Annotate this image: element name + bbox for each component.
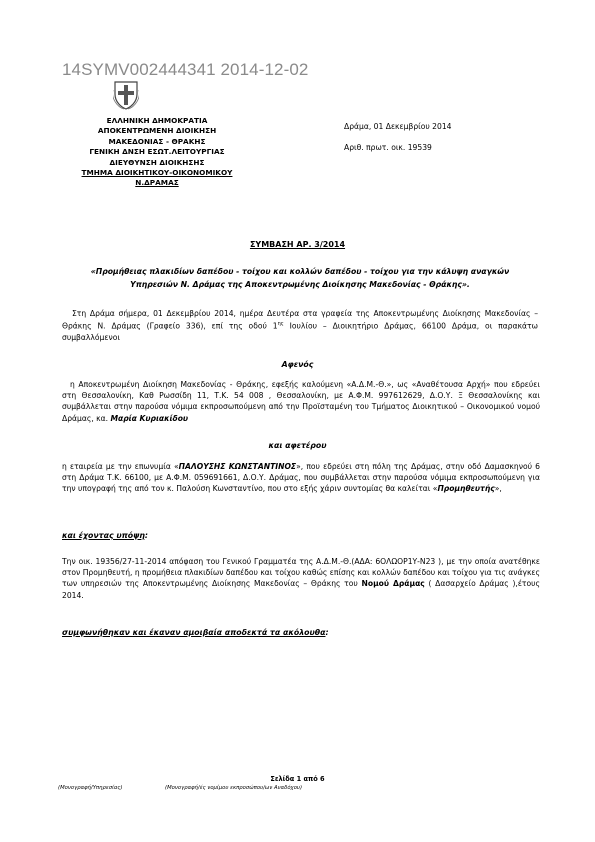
contract-subject xyxy=(60,265,540,291)
header-line-2: ΑΠΟΚΕΝΤΡΩΜΕΝΗ ΔΙΟΙΚΗΣΗ xyxy=(97,126,217,136)
subject-line-2: Υπηρεσιών Ν. Δράμας της Αποκεντρωμένης Διοίκησης Μακεδονίας - Θράκης». xyxy=(130,280,470,289)
greek-emblem-icon xyxy=(113,80,139,110)
party2-text-c: », xyxy=(494,484,502,494)
intro-text-a: Στη Δράμα σήμερα, 01 Δεκεμβρίου 2014, ημέρα Δευτέρα στα γραφεία της Αποκεντρωμένης Διοίκησης Μακεδονίας – Θράκης Ν. Δράμας (Γραφείο 336), επί της οδού 1 xyxy=(62,309,538,331)
document-date: Δράμα, 01 Δεκεμβρίου 2014 xyxy=(344,122,452,131)
party2-paragraph xyxy=(62,461,540,495)
footer-service-initials: (Μονογραφή/Υπηρεσίας) xyxy=(58,785,123,791)
header-line-5: ΔΙΕΥΘΥΝΣΗ ΔΙΟΙΚΗΣΗΣ xyxy=(109,157,205,167)
party1-representative: Μαρία Κυριακίδου xyxy=(110,413,189,423)
document-date-protocol xyxy=(344,116,452,158)
supplier-term: Προμηθευτής xyxy=(437,484,495,494)
intro-paragraph xyxy=(62,308,538,343)
company-name: ΠΑΛΟΥΣΗΣ ΚΩΝΣΤΑΝΤΙΝΟΣ xyxy=(178,462,297,471)
header-line-1: ΕΛΛΗΝΙΚΗ ΔΗΜΟΚΡΑΤΙΑ xyxy=(106,116,208,125)
party1-heading: Αφενός xyxy=(281,360,314,369)
agreed-heading: συμφωνήθηκαν και έκαναν αμοιβαία αποδεκτά τα ακόλουθα: xyxy=(62,628,329,637)
party1-paragraph xyxy=(62,379,540,424)
party2-text-a: η εταιρεία με την επωνυμία « xyxy=(62,462,179,471)
party2-text-b: », που εδρεύει στη πόλη της Δράμας, στην οδό Δαμασκηνού 6 στη Δράμα Τ.Κ. 66100, με Α.Φ.Μ. 059691661, Δ.Ο.Υ. Δράμας, που συμβάλλεται στην παρούσα νόμιμα εκπροσωπούμενη για την υπογραφή της από τον κ. Παλούση Κωνσταντίνο, που στο εξής χάριν συντομίας θα καλείται « xyxy=(62,462,540,494)
considering-text-a: Την οικ. 19356/27-11-2014 απόφαση του Γενικού Γραμματέα της Α.Δ.Μ.-Θ.(ΑΔΑ: 6ΟΛΩΟΡ1Υ-Ν23 ), με την οποία ανατέθηκε στον Προμηθευτή, η προμήθεια πλακιδίων δαπέδου και τοίχου καθώς επίσης και κολλών δαπέδου και τοίχου για τις ανάγκες των υπηρεσιών της Αποκεντρωμένης Διοίκησης Μακεδονίας – Θράκης του xyxy=(62,557,540,589)
intro-text-b: Ιουλίου – Διοικητήριο Δράμας, 66100 Δράμα, οι παρακάτω συμβαλλόμενοι xyxy=(62,321,538,342)
footer-contractor-initials: (Μονογραφή/ές νομίμου εκπροσώπου/ων Αναδόχου) xyxy=(165,785,303,791)
contract-title: ΣΥΜΒΑΣΗ ΑΡ. 3/2014 xyxy=(249,240,346,249)
issuing-authority-header xyxy=(58,116,256,189)
page-number: Σελίδα 1 από 6 xyxy=(270,775,325,783)
protocol-number: Αριθ. πρωτ. οικ. 19539 xyxy=(344,143,432,152)
intro-superscript: ης xyxy=(277,321,284,328)
prefecture-bold: Νομού Δράμας xyxy=(361,579,425,589)
considering-paragraph xyxy=(62,556,540,601)
considering-text-b: ( Δασαρχείο Δράμας ),έτους 2014. xyxy=(62,579,540,600)
document-watermark: 14SYMV002444341 2014-12-02 xyxy=(62,60,309,79)
header-line-4: ΓΕΝΙΚΗ ΔΝΣΗ ΕΣΩΤ.ΛΕΙΤΟΥΡΓΙΑΣ xyxy=(89,147,225,157)
header-line-3: ΜΑΚΕΔΟΝΙΑΣ - ΘΡΑΚΗΣ xyxy=(108,136,206,146)
considering-heading: και έχοντας υπόψη: xyxy=(62,531,149,540)
header-line-7: Ν.ΔΡΑΜΑΣ xyxy=(135,178,179,188)
subject-line-1: «Προμήθειας πλακιδίων δαπέδου - τοίχου και κολλών δαπέδου - τοίχου για την κάλυψη αναγκών xyxy=(90,267,510,276)
party2-heading: και αφετέρου xyxy=(268,441,327,450)
party1-text: η Αποκεντρωμένη Διοίκηση Μακεδονίας - Θράκης, εφεξής καλούμενη «Α.Δ.Μ.-Θ.», ως «Αναθέτουσα Αρχή» που εδρεύει στη Θεσσαλονίκη, Καθ Ρωσσίδη 11, Τ.Κ. 54 008 , Θεσσαλονίκη, με Α.Φ.Μ. 997612629, Δ.Ο.Υ. Ξ Θεσσαλονίκης και συμβάλλεται στην παρούσα νόμιμα εκπροσωπούμενη από την Προϊσταμένη του Τμήματος Διοικητικού – Οικονομικού νομού Δράμας, κα. xyxy=(62,380,540,423)
header-line-6: ΤΜΗΜΑ ΔΙΟΙΚΗΤΙΚΟΥ-ΟΙΚΟΝΟΜΙΚΟΥ xyxy=(81,168,233,178)
